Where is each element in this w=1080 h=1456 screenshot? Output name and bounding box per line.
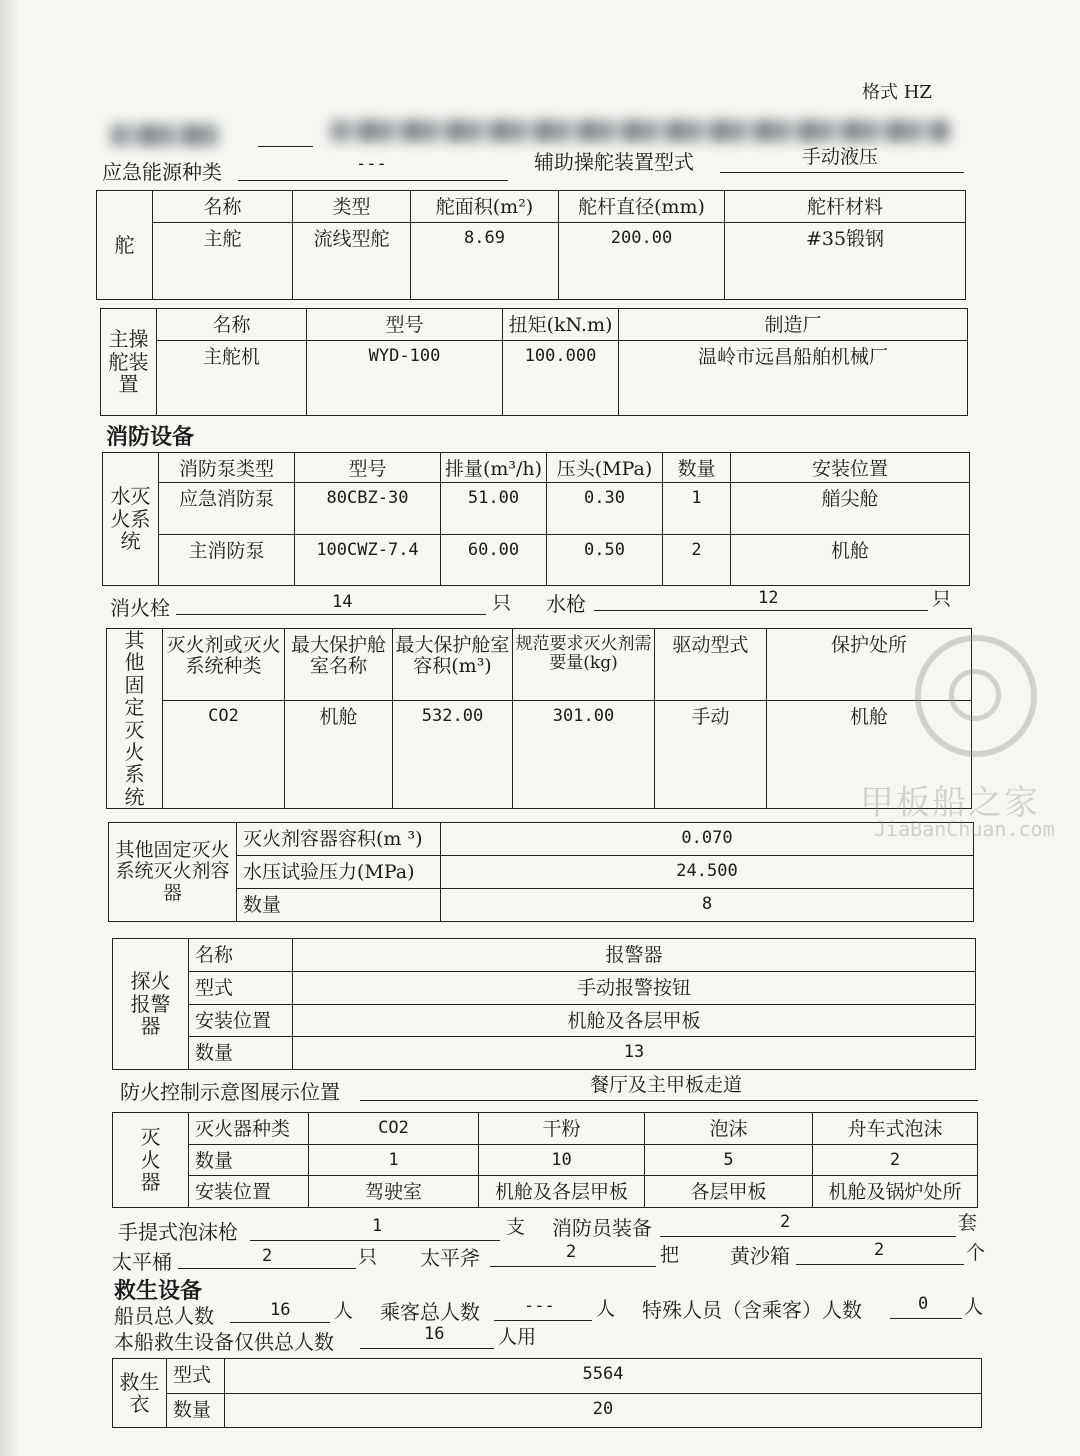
fixed-system-table (106, 628, 972, 809)
detector-side-label: 探火报警器 (113, 939, 189, 1070)
table-cell: CO2 (163, 701, 285, 809)
watermark-name: 甲板船之家 (860, 783, 1040, 823)
watermark-url: JiaBanChuan.com (874, 817, 1055, 841)
table-cell: 20 (225, 1393, 982, 1428)
table-cell: 机舱及各层甲板 (293, 1004, 976, 1037)
table-cell: 各层甲板 (645, 1176, 813, 1208)
table-cell: #35锻钢 (725, 223, 966, 300)
life-section-title: 救生设备 (114, 1278, 203, 1304)
bucket-label: 太平桶 (112, 1250, 172, 1274)
axe-value: 2 (566, 1242, 577, 1262)
table-cell: 1 (309, 1144, 479, 1176)
table-cell: 2 (813, 1144, 978, 1176)
table-cell: 舟车式泡沫 (813, 1113, 978, 1145)
row-label: 数量 (189, 1037, 293, 1070)
table-cell: 10 (479, 1144, 645, 1176)
rudder-table (96, 190, 966, 300)
table-cell: 60.00 (441, 535, 547, 586)
axe-unit: 把 (660, 1244, 680, 1266)
row-label: 型式 (167, 1359, 225, 1394)
underline (796, 1264, 964, 1265)
passenger-value: --- (524, 1296, 555, 1316)
col-header: 安装位置 (731, 453, 970, 483)
table-cell: 532.00 (393, 701, 513, 809)
bucket-unit: 只 (358, 1246, 378, 1268)
foam-gun-unit: 支 (506, 1216, 526, 1238)
row-label: 数量 (167, 1393, 225, 1428)
underline (890, 1318, 962, 1319)
water-fire-table (102, 452, 970, 586)
table-cell: 干粉 (479, 1113, 645, 1145)
table-cell: 手动 (655, 701, 767, 809)
col-header: 排量(m³/h) (441, 453, 547, 483)
table-cell: 主消防泵 (159, 535, 295, 586)
emergency-power-label: 应急能源种类 (102, 160, 222, 184)
fire-section-title: 消防设备 (106, 424, 195, 450)
col-header: 驱动型式 (655, 629, 767, 701)
col-header: 类型 (293, 191, 411, 223)
crew-label: 船员总人数 (114, 1304, 214, 1328)
firefighter-label: 消防员装备 (552, 1216, 652, 1240)
table-cell: 流线型舵 (293, 223, 411, 300)
redacted-region (330, 120, 950, 142)
aux-steering-label: 辅助操舵装置型式 (534, 150, 694, 174)
detector-table (112, 938, 976, 1070)
col-header: 扭矩(kN.m) (503, 309, 619, 341)
sand-label: 黄沙箱 (730, 1244, 790, 1268)
table-row (103, 483, 970, 535)
table-cell: 温岭市远昌船舶机械厂 (619, 341, 968, 416)
col-header: 灭火剂或灭火系统种类 (163, 629, 285, 701)
table-cell: 2 (663, 535, 731, 586)
row-label: 安装位置 (189, 1176, 309, 1208)
underline (258, 146, 313, 147)
steering-side-label: 主操舵装置 (101, 309, 157, 416)
row-label: 数量 (189, 1144, 309, 1176)
table-cell: 机舱 (767, 701, 972, 809)
table-cell: 1 (663, 483, 731, 535)
row-label: 型式 (189, 971, 293, 1004)
table-row (103, 535, 970, 586)
row-label: 名称 (189, 939, 293, 972)
table-cell: 100CWZ-7.4 (295, 535, 441, 586)
col-header: 舵杆材料 (725, 191, 966, 223)
table-cell: CO2 (309, 1113, 479, 1145)
firefighter-value: 2 (780, 1212, 791, 1232)
table-cell: 机舱及各层甲板 (479, 1176, 645, 1208)
nozzle-value: 12 (758, 588, 779, 608)
row-label: 数量 (237, 889, 441, 922)
foam-gun-label: 手提式泡沫枪 (118, 1220, 238, 1244)
crew-unit: 人 (334, 1300, 354, 1322)
col-header: 最大保护舱室容积(m³) (393, 629, 513, 701)
axe-label: 太平斧 (420, 1246, 480, 1270)
passenger-unit: 人 (596, 1298, 616, 1320)
underline (176, 614, 486, 615)
table-cell: 报警器 (293, 939, 976, 972)
col-header: 舵面积(m²) (411, 191, 559, 223)
underline (594, 610, 928, 611)
hydrant-label: 消火栓 (110, 596, 170, 620)
table-cell: 24.500 (441, 856, 974, 889)
aux-steering-value: 手动液压 (802, 146, 879, 168)
table-cell: 0.070 (441, 823, 974, 856)
table-cell: 艏尖舱 (731, 483, 970, 535)
firefighter-unit: 套 (958, 1212, 978, 1234)
col-header: 名称 (153, 191, 293, 223)
table-cell: 200.00 (559, 223, 725, 300)
underline (490, 1266, 656, 1267)
table-cell: 5 (645, 1144, 813, 1176)
table-cell: 13 (293, 1037, 976, 1070)
table-cell: 0.30 (547, 483, 663, 535)
table-cell: 100.000 (503, 341, 619, 416)
table-cell: 5564 (225, 1359, 982, 1394)
underline (178, 1268, 356, 1269)
table-cell: 驾驶室 (309, 1176, 479, 1208)
special-label: 特殊人员（含乘客）人数 (642, 1298, 862, 1322)
table-cell: 机舱 (285, 701, 393, 809)
total-unit: 人用 (498, 1326, 537, 1348)
rudder-side-label: 舵 (97, 191, 153, 300)
redacted-region (110, 124, 220, 146)
table-cell: 主舵机 (157, 341, 307, 416)
table-cell: 8.69 (411, 223, 559, 300)
plan-display-value: 餐厅及主甲板走道 (590, 1074, 743, 1096)
total-value: 16 (424, 1324, 445, 1344)
underline (360, 1348, 494, 1349)
table-cell: 机舱及锅炉处所 (813, 1176, 978, 1208)
table-cell: 泡沫 (645, 1113, 813, 1145)
crew-value: 16 (270, 1300, 291, 1320)
format-code: 格式 HZ (862, 82, 932, 103)
underline (494, 1320, 592, 1321)
extinguisher-table (112, 1112, 978, 1208)
sand-value: 2 (874, 1240, 885, 1260)
underline (720, 172, 964, 173)
table-cell: 51.00 (441, 483, 547, 535)
extinguisher-side-label: 灭火器 (113, 1113, 189, 1208)
col-header: 压头(MPa) (547, 453, 663, 483)
lifejacket-table (112, 1358, 982, 1428)
row-label: 灭火器种类 (189, 1113, 309, 1145)
table-cell: 80CBZ-30 (295, 483, 441, 535)
underline (360, 1100, 978, 1101)
col-header: 舵杆直径(mm) (559, 191, 725, 223)
table-cell: 301.00 (513, 701, 655, 809)
emergency-power-value: --- (356, 154, 387, 174)
container-side-label: 其他固定灭火系统灭火剂容器 (109, 823, 237, 922)
col-header: 保护处所 (767, 629, 972, 701)
underline (230, 1322, 330, 1323)
water-fire-side-label: 水灭火系统 (103, 453, 159, 586)
nozzle-unit: 只 (932, 588, 952, 610)
watermark-seal-icon (915, 635, 1037, 757)
table-cell: 0.50 (547, 535, 663, 586)
table-cell: 主舵 (153, 223, 293, 300)
bucket-value: 2 (262, 1246, 273, 1266)
col-header: 型号 (295, 453, 441, 483)
table-cell: 手动报警按钮 (293, 971, 976, 1004)
container-table (108, 822, 974, 922)
row-label: 灭火剂容器容积(m ³) (237, 823, 441, 856)
table-cell: 8 (441, 889, 974, 922)
foam-gun-value: 1 (372, 1216, 383, 1236)
hydrant-unit: 只 (492, 592, 512, 614)
col-header: 制造厂 (619, 309, 968, 341)
underline (660, 1236, 956, 1237)
row-label: 安装位置 (189, 1004, 293, 1037)
passenger-label: 乘客总人数 (380, 1300, 480, 1324)
table-cell: 机舱 (731, 535, 970, 586)
special-unit: 人 (964, 1296, 984, 1318)
steering-gear-table (100, 308, 968, 416)
underline (238, 180, 508, 181)
total-label: 本船救生设备仅供总人数 (114, 1330, 334, 1354)
table-cell: 应急消防泵 (159, 483, 295, 535)
col-header: 规范要求灭火剂需要量(kg) (513, 629, 655, 701)
col-header: 名称 (157, 309, 307, 341)
nozzle-label: 水枪 (546, 592, 586, 616)
table-cell: WYD-100 (307, 341, 503, 416)
lifejacket-side-label: 救生衣 (113, 1359, 167, 1428)
watermark (860, 625, 1060, 855)
underline (250, 1240, 500, 1241)
col-header: 型号 (307, 309, 503, 341)
fixed-side-label: 其他固定灭火系统 (107, 629, 163, 809)
row-label: 水压试验压力(MPa) (237, 856, 441, 889)
col-header: 最大保护舱室名称 (285, 629, 393, 701)
col-header: 数量 (663, 453, 731, 483)
hydrant-value: 14 (332, 592, 353, 612)
col-header: 消防泵类型 (159, 453, 295, 483)
plan-display-label: 防火控制示意图展示位置 (120, 1080, 340, 1104)
sand-unit: 个 (966, 1242, 986, 1264)
special-value: 0 (918, 1294, 929, 1314)
